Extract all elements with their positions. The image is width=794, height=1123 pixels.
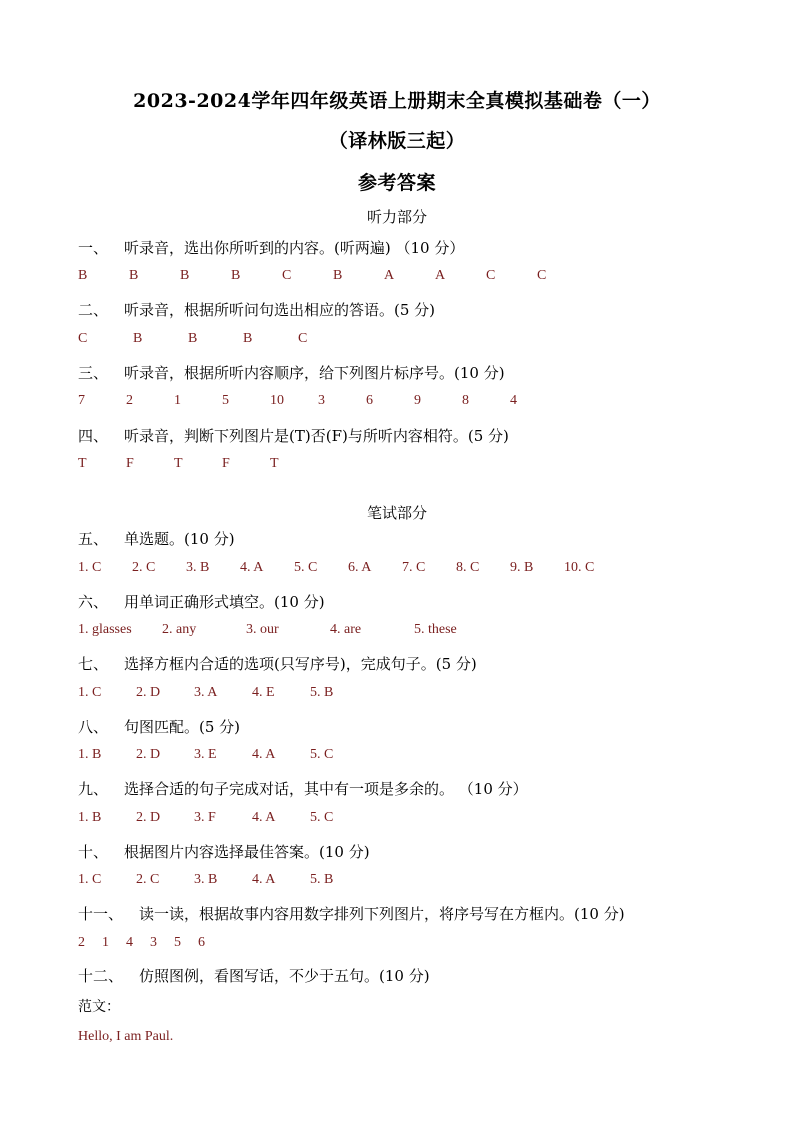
answer-key-title: 参考答案 (357, 172, 436, 194)
answer-item: B (129, 268, 139, 283)
question-heading (78, 716, 240, 737)
sample-label: 范文： (78, 999, 120, 1015)
question-text: 用单词正确形式填空。(10 分) (124, 593, 325, 611)
answer-item: 9. B (510, 560, 534, 575)
listening-heading: 听力部分 (366, 208, 427, 226)
answer-item: C (537, 268, 547, 283)
question-heading (78, 425, 509, 446)
answer-item: 3. F (194, 810, 216, 825)
answer-item: 1. B (78, 810, 102, 825)
answer-item: 5. C (310, 810, 334, 825)
answer-item: B (78, 268, 88, 283)
answer-item: B (243, 331, 253, 346)
answer-item: 7 (78, 393, 85, 408)
answer-item: 3. B (194, 872, 218, 887)
question-heading (78, 903, 625, 924)
answer-item: B (180, 268, 190, 283)
answer-item: 2. C (136, 872, 160, 887)
answer-item: 5 (222, 393, 229, 408)
question-number: 四、 (78, 427, 109, 445)
answer-item: 4 (126, 935, 133, 950)
answer-item: 1. C (78, 685, 102, 700)
question-number: 八、 (78, 718, 109, 736)
sample-essay: Hello, I am Paul. (78, 1029, 174, 1044)
answer-item: 10. C (564, 560, 595, 575)
question-number: 五、 (78, 530, 109, 548)
answer-item: 5. these (414, 622, 457, 637)
question-text: 听录音，选出你所听到的内容。(听两遍) （10 分） (124, 239, 465, 257)
answer-item: 1. C (78, 872, 102, 887)
answer-item: C (282, 268, 292, 283)
answer-item: 3. A (194, 685, 218, 700)
writing-heading: 笔试部分 (366, 504, 427, 522)
answer-item: B (188, 331, 198, 346)
question-text: 根据图片内容选择最佳答案。(10 分) (124, 843, 370, 861)
answer-item: 3 (318, 393, 325, 408)
answer-item: 4. A (252, 872, 276, 887)
answer-item: B (133, 331, 143, 346)
answer-item: 2. D (136, 685, 161, 700)
question-text: 读一读，根据故事内容用数字排列下列图片，将序号写在方框内。(10 分) (139, 905, 625, 923)
question-number: 三、 (78, 364, 109, 382)
answer-item: 1 (102, 935, 109, 950)
question-number: 十一、 (78, 905, 124, 923)
question-text: 单选题。(10 分) (124, 530, 235, 548)
answer-item: 2. D (136, 810, 161, 825)
answer-item: 4 (510, 393, 517, 408)
answer-item: T (78, 456, 87, 471)
answer-item: 4. A (252, 810, 276, 825)
question-heading (78, 841, 370, 862)
answer-item: 2 (126, 393, 133, 408)
answer-item: 3. our (246, 622, 279, 637)
answer-item: 2. D (136, 747, 161, 762)
answer-item: 6. A (348, 560, 372, 575)
answer-item: B (333, 268, 343, 283)
question-heading (78, 965, 430, 986)
question-text: 听录音，根据所听问句选出相应的答语。(5 分) (124, 301, 436, 319)
answer-item: 2. any (162, 622, 197, 637)
answer-item: 8 (462, 393, 469, 408)
answer-item: T (270, 456, 279, 471)
answer-item: B (231, 268, 241, 283)
answer-item: 5. B (310, 685, 334, 700)
question-text: 听录音，根据所听内容顺序，给下列图片标序号。(10 分) (124, 364, 505, 382)
answer-item: 8. C (456, 560, 480, 575)
answer-item: A (384, 268, 395, 283)
answer-item: 4. E (252, 685, 275, 700)
answer-item: 1. B (78, 747, 102, 762)
answer-item: 5. C (294, 560, 318, 575)
answer-item: 4. A (240, 560, 264, 575)
answer-item: 5 (174, 935, 181, 950)
question-text: 选择合适的句子完成对话，其中有一项是多余的。 （10 分） (124, 780, 528, 798)
answer-item: 10 (270, 393, 284, 408)
answer-item: 6 (366, 393, 373, 408)
answer-item: 4. are (330, 622, 362, 637)
answer-item: 3 (150, 935, 157, 950)
answer-item: 5. B (310, 872, 334, 887)
question-number: 一、 (78, 239, 109, 257)
answer-item: 9 (414, 393, 421, 408)
doc-title: 2023-2024学年四年级英语上册期末全真模拟基础卷（一） (133, 90, 661, 112)
answer-item: A (435, 268, 446, 283)
answer-item: F (222, 456, 230, 471)
answer-item: 1. glasses (78, 622, 132, 637)
answer-item: F (126, 456, 134, 471)
question-heading (78, 237, 464, 258)
question-number: 二、 (78, 301, 109, 319)
answer-item: C (78, 331, 88, 346)
answer-item: 2 (78, 935, 85, 950)
answer-item: 1 (174, 393, 181, 408)
question-heading (78, 653, 477, 674)
question-number: 六、 (78, 593, 109, 611)
answer-item: 4. A (252, 747, 276, 762)
question-heading (78, 528, 235, 549)
answer-item: T (174, 456, 183, 471)
question-number: 九、 (78, 780, 109, 798)
question-text: 选择方框内合适的选项(只写序号)，完成句子。(5 分) (124, 655, 477, 673)
answer-item: 3. B (186, 560, 210, 575)
question-number: 十、 (78, 843, 109, 861)
question-text: 仿照图例，看图写话，不少于五句。(10 分) (139, 967, 430, 985)
answer-item: 3. E (194, 747, 217, 762)
answer-item: C (298, 331, 308, 346)
question-heading (78, 591, 325, 612)
question-heading (78, 362, 505, 383)
answer-item: C (486, 268, 496, 283)
question-heading (78, 778, 528, 799)
answer-item: 5. C (310, 747, 334, 762)
question-number: 七、 (78, 655, 109, 673)
doc-subtitle: （译林版三起） (328, 130, 466, 152)
question-text: 听录音，判断下列图片是(T)否(F)与所听内容相符。(5 分) (124, 427, 509, 445)
answer-item: 6 (198, 935, 205, 950)
answer-item: 1. C (78, 560, 102, 575)
answer-item: 7. C (402, 560, 426, 575)
question-number: 十二、 (78, 967, 124, 985)
question-heading (78, 299, 435, 320)
question-text: 句图匹配。(5 分) (124, 718, 241, 736)
answer-item: 2. C (132, 560, 156, 575)
